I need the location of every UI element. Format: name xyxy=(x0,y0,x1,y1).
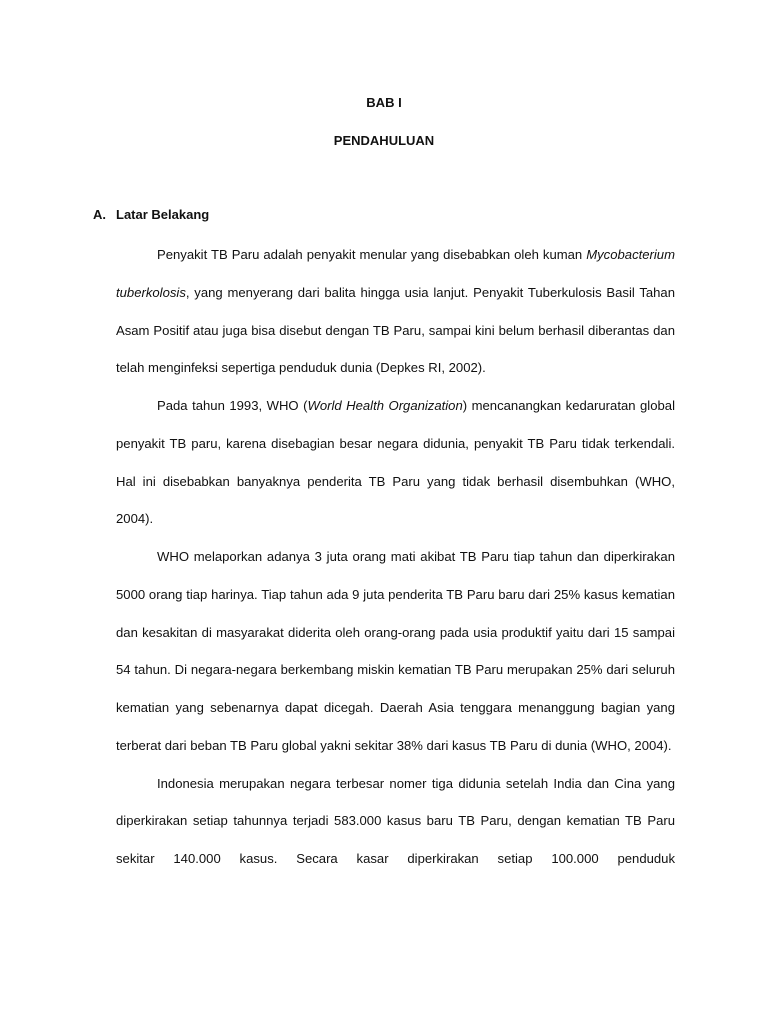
document-body xyxy=(116,236,675,878)
paragraph-2 xyxy=(116,387,675,538)
paragraph-2-text-start: Pada tahun 1993, WHO ( xyxy=(157,398,308,413)
section-marker: A. xyxy=(93,207,106,222)
chapter-number: BAB I xyxy=(366,95,402,110)
section-title: Latar Belakang xyxy=(116,207,210,222)
paragraph-1-text-end: , yang menyerang dari balita hingga usia lanjut. Penyakit Tuberkulosis Basil Tahan Asam Positif atau juga bisa disebut dengan TB Paru, sampai kini belum berhasil diberantas dan telah menginfeksi sepertiga penduduk dunia (Depkes RI, 2002). xyxy=(116,284,675,376)
paragraph-2-italic-term: World Health Organization xyxy=(307,398,463,413)
paragraph-1 xyxy=(116,236,675,387)
paragraph-2-text-end: ) mencanangkan kedaruratan global penyakit TB paru, karena disebagian besar negara didunia, penyakit TB Paru tidak terkendali. Hal ini disebabkan banyaknya penderita TB Paru yang tidak berhasil disembuhkan (WHO, 2004). xyxy=(116,398,675,527)
chapter-title: PENDAHULUAN xyxy=(333,133,435,148)
paragraph-1-italic-term: Mycobacterium tuberkolosis xyxy=(116,247,675,300)
section-heading xyxy=(93,207,209,223)
paragraph-3: WHO melaporkan adanya 3 juta orang mati akibat TB Paru tiap tahun dan diperkirakan 5000 orang tiap harinya. Tiap tahun ada 9 juta penderita TB Paru baru dari 25% kasus kematian dan kesakitan di masyarakat diderita oleh orang-orang pada usia produktif yaitu dari 15 sampai 54 tahun. Di negara-negara berkembang miskin kematian TB Paru merupakan 25% dari seluruh kematian yang sebenarnya dapat dicegah. Daerah Asia tenggara menanggung bagian yang terberat dari beban TB Paru global yakni sekitar 38% dari kasus TB Paru di dunia (WHO, 2004). xyxy=(116,549,675,753)
paragraph-1-text-start: Penyakit TB Paru adalah penyakit menular yang disebabkan oleh kuman xyxy=(157,247,587,262)
paragraph-4: Indonesia merupakan negara terbesar nomer tiga didunia setelah India dan Cina yang diperkirakan setiap tahunnya terjadi 583.000 kasus baru TB Paru, dengan kematian TB Paru sekitar 140.000 kasus. Secara kasar diperkirakan setiap 100.000 penduduk xyxy=(116,775,675,866)
